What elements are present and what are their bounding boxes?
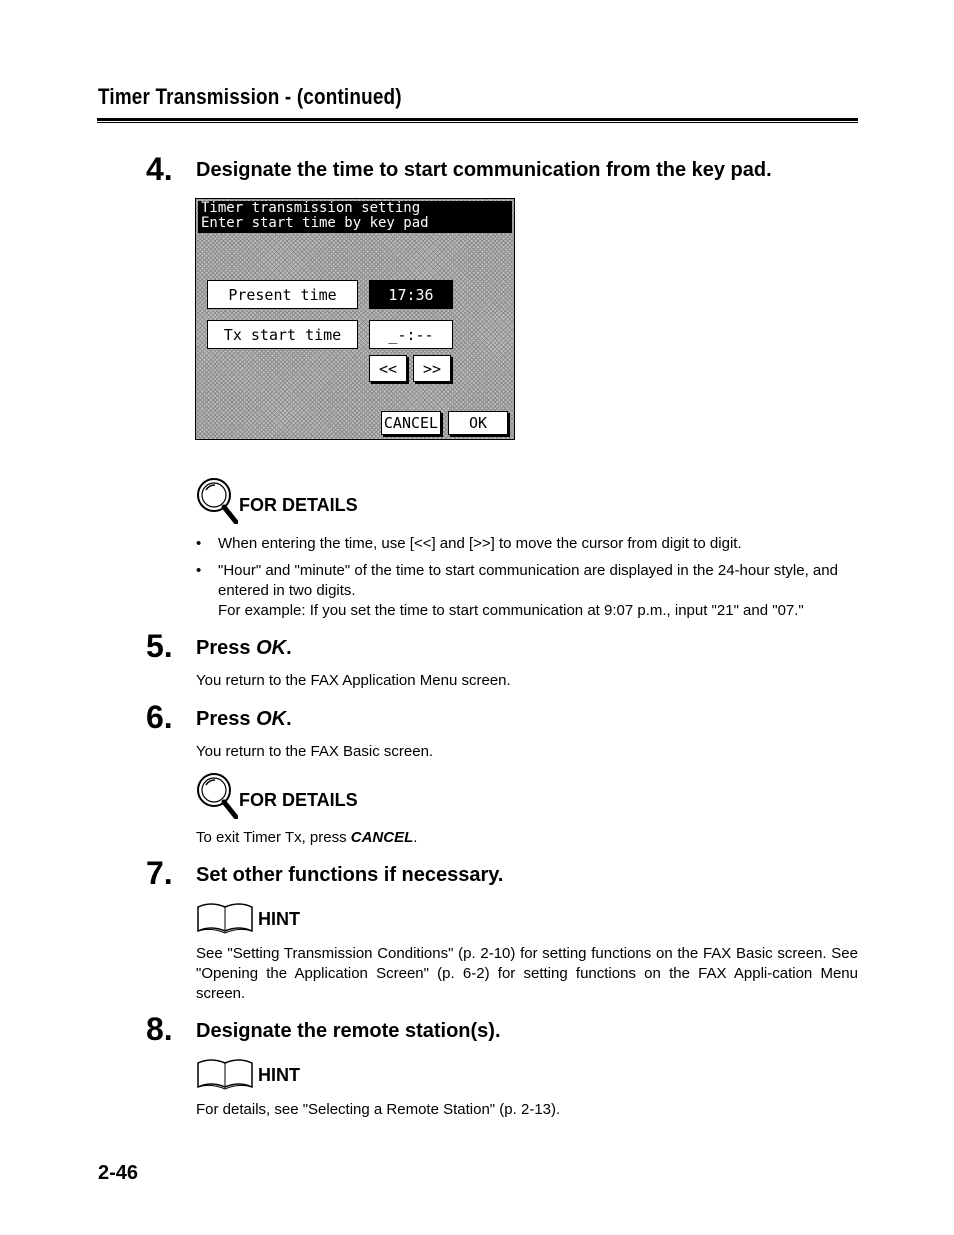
magnifier-icon [194, 476, 238, 524]
step-5-number: 5. [146, 628, 173, 664]
step-8-text: Designate the remote station(s). [196, 1020, 501, 1042]
book-icon [196, 1057, 254, 1091]
cursor-left-button[interactable]: << [369, 355, 407, 382]
step-8-number: 8. [146, 1011, 173, 1047]
hint-label: HINT [258, 1065, 300, 1085]
step-6-number: 6. [146, 699, 173, 735]
page-number: 2-46 [98, 1162, 139, 1184]
cancel-button[interactable]: CANCEL [381, 411, 441, 435]
step-6-text: Press OK. [196, 708, 292, 730]
step-7-text: Set other functions if necessary. [196, 864, 504, 886]
magnifier-icon [194, 771, 238, 819]
hint-text: For details, see "Selecting a Remote Station" (p. 2-13). [196, 1101, 561, 1118]
cursor-right-button[interactable]: >> [413, 355, 451, 382]
details-bullet: • "Hour" and "minute" of the time to start communication are displayed in the 24-hour style, and entered in two digits. For example: If you set the time to start communication at 9:07 p.m., input "21" and "07." [196, 561, 860, 621]
details-bullet: • When entering the time, use [<<] and [>>] to move the cursor from digit to digit. [196, 534, 860, 554]
step-5-description: You return to the FAX Application Menu screen. [196, 672, 511, 689]
step-5-text: Press OK. [196, 637, 292, 659]
for-details-label: FOR DETAILS [239, 495, 358, 515]
header-rule-thick [97, 118, 858, 121]
step-7-number: 7. [146, 855, 173, 891]
screen-title-bar [198, 201, 512, 233]
tx-start-time-input[interactable]: _-:-- [369, 320, 453, 349]
present-time-value: 17:36 [369, 280, 453, 309]
screen-title-line1: Timer transmission setting [201, 200, 421, 216]
details-exit-text: To exit Timer Tx, press CANCEL. [196, 829, 418, 846]
ok-button[interactable]: OK [448, 411, 508, 435]
screen-title-line2: Enter start time by key pad [201, 215, 429, 231]
present-time-label: Present time [207, 280, 358, 309]
details-example: For example: If you set the time to start communication at 9:07 p.m., input "21" and "07." [218, 602, 804, 619]
header-rule-thin [97, 122, 858, 123]
step-6-description: You return to the FAX Basic screen. [196, 743, 434, 760]
timer-setting-screen [195, 198, 515, 440]
hint-label: HINT [258, 909, 300, 929]
tx-start-time-label: Tx start time [207, 320, 358, 349]
for-details-label: FOR DETAILS [239, 790, 358, 810]
book-icon [196, 901, 254, 935]
step-4-number: 4. [146, 151, 173, 187]
step-4-text: Designate the time to start communication from the key pad. [196, 159, 772, 181]
hint-text: See "Setting Transmission Conditions" (p. 2-10) for setting functions on the FAX Basic screen. See "Opening the Application Screen" (p. 6-2) for setting functions on the FAX Appli-cation Menu screen. [196, 945, 858, 1002]
page-header-title: Timer Transmission - (continued) [98, 84, 402, 109]
details-list [196, 534, 860, 621]
